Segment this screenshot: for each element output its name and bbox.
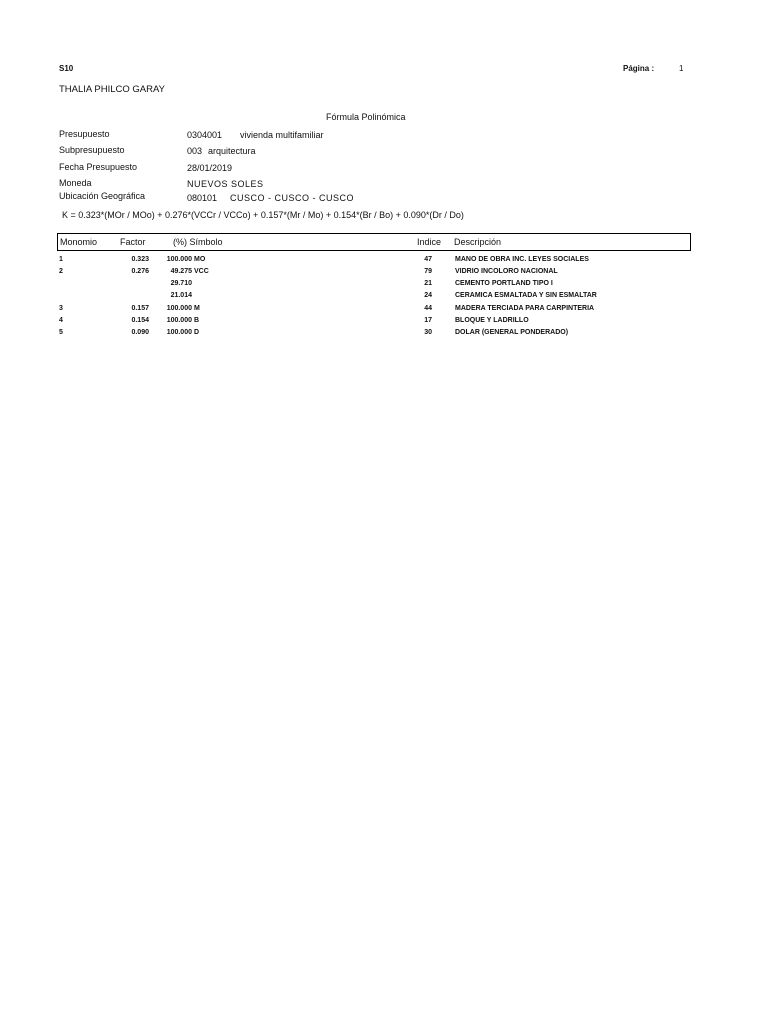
cell-monomio: 1 bbox=[59, 256, 63, 263]
cell-descripcion: DOLAR (GENERAL PONDERADO) bbox=[455, 329, 569, 336]
meta-code-presupuesto: 0304001 bbox=[187, 130, 223, 140]
cell-factor: 0.276 bbox=[131, 268, 149, 275]
table-header bbox=[57, 233, 691, 251]
meta-value-presupuesto: vivienda multifamiliar bbox=[240, 130, 324, 140]
cell-symbol: VCC bbox=[194, 268, 209, 275]
meta-code-subpresupuesto: 003 bbox=[187, 146, 203, 156]
cell-indice: 47 bbox=[424, 256, 432, 263]
cell-symbol: MO bbox=[194, 256, 206, 263]
cell-monomio: 4 bbox=[59, 317, 63, 324]
table-row bbox=[0, 280, 768, 292]
cell-percent: 49.275 bbox=[170, 268, 192, 275]
meta-value-subpresupuesto: arquitectura bbox=[208, 146, 256, 156]
system-code: S10 bbox=[59, 64, 74, 73]
cell-symbol: D bbox=[194, 329, 200, 336]
col-header-indice: Indice bbox=[417, 237, 442, 247]
table-row bbox=[0, 329, 768, 341]
cell-factor: 0.323 bbox=[131, 256, 149, 263]
meta-label-presupuesto: Presupuesto bbox=[59, 129, 110, 139]
cell-monomio: 5 bbox=[59, 329, 63, 336]
meta-label-fecha: Fecha Presupuesto bbox=[59, 162, 138, 172]
table-row bbox=[0, 256, 768, 268]
cell-descripcion: BLOQUE Y LADRILLO bbox=[455, 317, 529, 324]
cell-descripcion: CEMENTO PORTLAND TIPO I bbox=[455, 280, 553, 287]
cell-factor: 0.154 bbox=[131, 317, 149, 324]
cell-indice: 17 bbox=[424, 317, 432, 324]
meta-code-moneda: NUEVOS SOLES bbox=[187, 179, 264, 189]
table-row bbox=[0, 292, 768, 304]
cell-indice: 21 bbox=[424, 280, 432, 287]
cell-descripcion: MADERA TERCIADA PARA CARPINTERIA bbox=[455, 305, 595, 312]
cell-symbol: B bbox=[194, 317, 200, 324]
table-row bbox=[0, 268, 768, 280]
meta-label-ubicacion: Ubicación Geográfica bbox=[59, 191, 146, 201]
cell-descripcion: MANO DE OBRA INC. LEYES SOCIALES bbox=[455, 256, 589, 263]
cell-percent: 21.014 bbox=[170, 292, 192, 299]
cell-factor: 0.157 bbox=[131, 305, 149, 312]
cell-indice: 30 bbox=[424, 329, 432, 336]
page-label: Página : bbox=[623, 64, 655, 73]
meta-value-ubicacion: CUSCO - CUSCO - CUSCO bbox=[230, 193, 355, 203]
cell-percent: 100.000 bbox=[166, 329, 192, 336]
cell-percent: 100.000 bbox=[166, 317, 192, 324]
cell-monomio: 3 bbox=[59, 305, 63, 312]
cell-indice: 24 bbox=[424, 292, 432, 299]
meta-code-ubicacion: 080101 bbox=[187, 193, 218, 203]
cell-percent: 100.000 bbox=[166, 305, 192, 312]
cell-factor: 0.090 bbox=[131, 329, 149, 336]
document-title: Fórmula Polinómica bbox=[326, 112, 406, 122]
cell-descripcion: CERAMICA ESMALTADA Y SIN ESMALTAR bbox=[455, 292, 597, 299]
cell-indice: 79 bbox=[424, 268, 432, 275]
cell-descripcion: VIDRIO INCOLORO NACIONAL bbox=[455, 268, 558, 275]
cell-symbol: M bbox=[194, 305, 200, 312]
cell-indice: 44 bbox=[424, 305, 432, 312]
meta-label-moneda: Moneda bbox=[59, 178, 92, 188]
table-row bbox=[0, 305, 768, 317]
table-row bbox=[0, 317, 768, 329]
polynomial-formula: K = 0.323*(MOr / MOo) + 0.276*(VCCr / VCCo) + 0.157*(Mr / Mo) + 0.154*(Br / Bo) + 0.090*(Dr / Do) bbox=[62, 210, 464, 220]
cell-percent: 29.710 bbox=[170, 280, 192, 287]
col-header-monomio: Monomio bbox=[60, 237, 98, 247]
col-header-factor: Factor bbox=[120, 237, 146, 247]
col-header-descripcion: Descripción bbox=[454, 237, 502, 247]
col-header-percent-symbol: (%) Símbolo bbox=[173, 237, 223, 247]
meta-label-subpresupuesto: Subpresupuesto bbox=[59, 145, 125, 155]
company-name: THALIA PHILCO GARAY bbox=[59, 84, 165, 95]
cell-percent: 100.000 bbox=[166, 256, 192, 263]
page-number: 1 bbox=[679, 64, 684, 73]
meta-code-fecha: 28/01/2019 bbox=[187, 163, 233, 173]
cell-monomio: 2 bbox=[59, 268, 63, 275]
